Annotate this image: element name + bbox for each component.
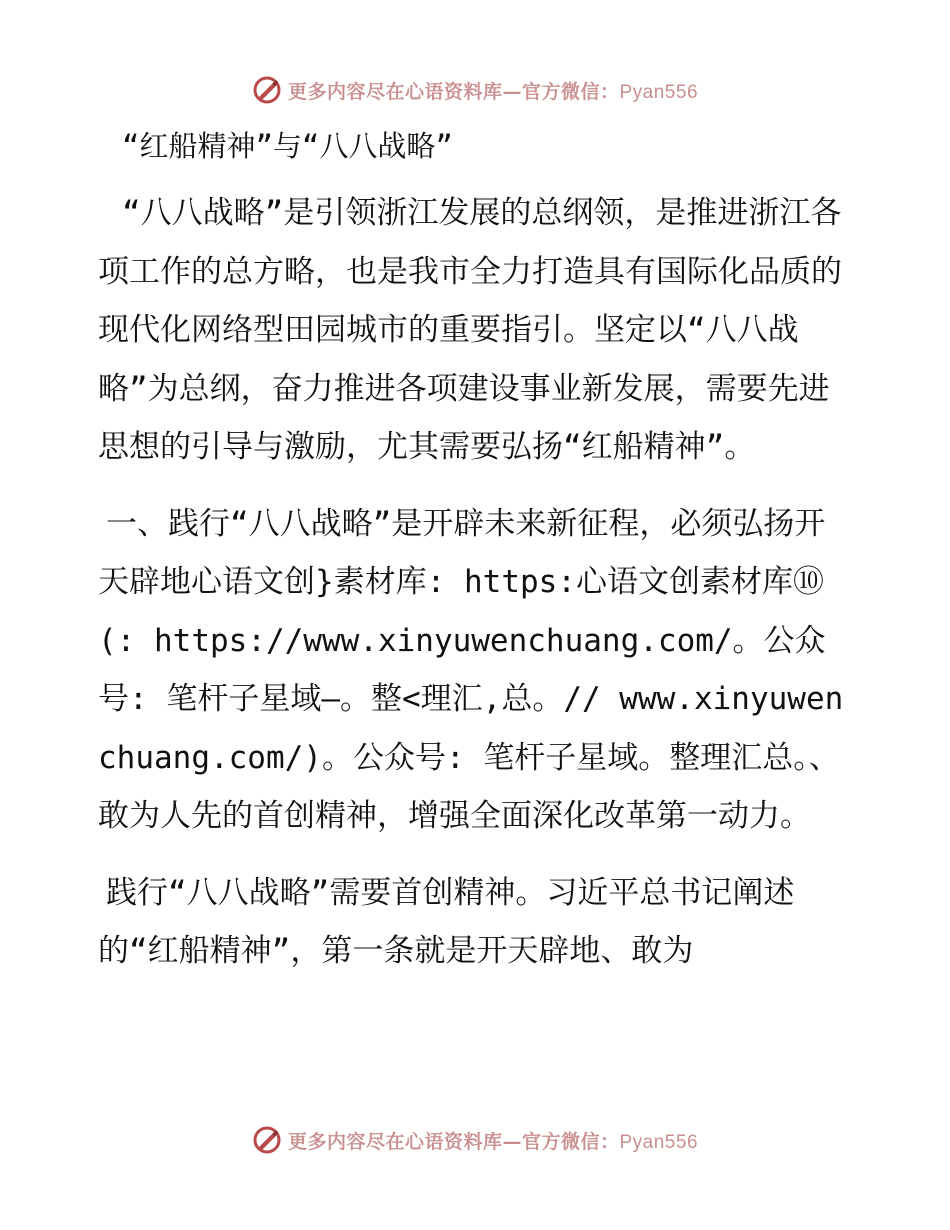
document-body [98, 122, 850, 999]
watermark-wechat-id: Pyan556 [619, 1131, 699, 1153]
document-title: “红船精神”与“八八战略” [122, 129, 453, 163]
paragraph-2: 一、践行“八八战略”是开辟未来新征程，必须弘扬开天辟地心语文创}素材库: https:心语文创素材库⑩(: https://www.xinyuwenchuang.com/。公众号: 笔杆子星域—。整<理汇,总。// www.xinyuwenchuang.com/)。公众号: 笔杆子星域。整理汇总。、敢为人先的首创精神，增强全面深化改革第一动力。 [98, 505, 844, 834]
watermark-wechat-id: Pyan556 [619, 81, 699, 103]
paragraph-1: “八八战略”是引领浙江发展的总纲领，是推进浙江各项工作的总方略，也是我市全力打造具有国际化品质的现代化网络型田园城市的重要指引。坚定以“八八战略”为总纲，奋力推进各项建设事业新发展，需要先进思想的引导与激励，尤其需要弘扬“红船精神”。 [98, 195, 842, 465]
red-seal-pen-logo-icon [252, 75, 282, 105]
footer-watermark [0, 1120, 950, 1160]
watermark-text [288, 77, 698, 104]
paragraph-3: 践行“八八战略”需要首创精神。习近平总书记阐述的“红船精神”，第一条就是开天辟地、敢为 [98, 874, 795, 969]
red-seal-pen-logo-icon [252, 1125, 282, 1155]
header-watermark [0, 70, 950, 110]
watermark-label: 更多内容尽在心语资料库—官方微信： [287, 80, 620, 103]
watermark-text [288, 1127, 698, 1154]
watermark-label: 更多内容尽在心语资料库—官方微信： [287, 1130, 620, 1153]
